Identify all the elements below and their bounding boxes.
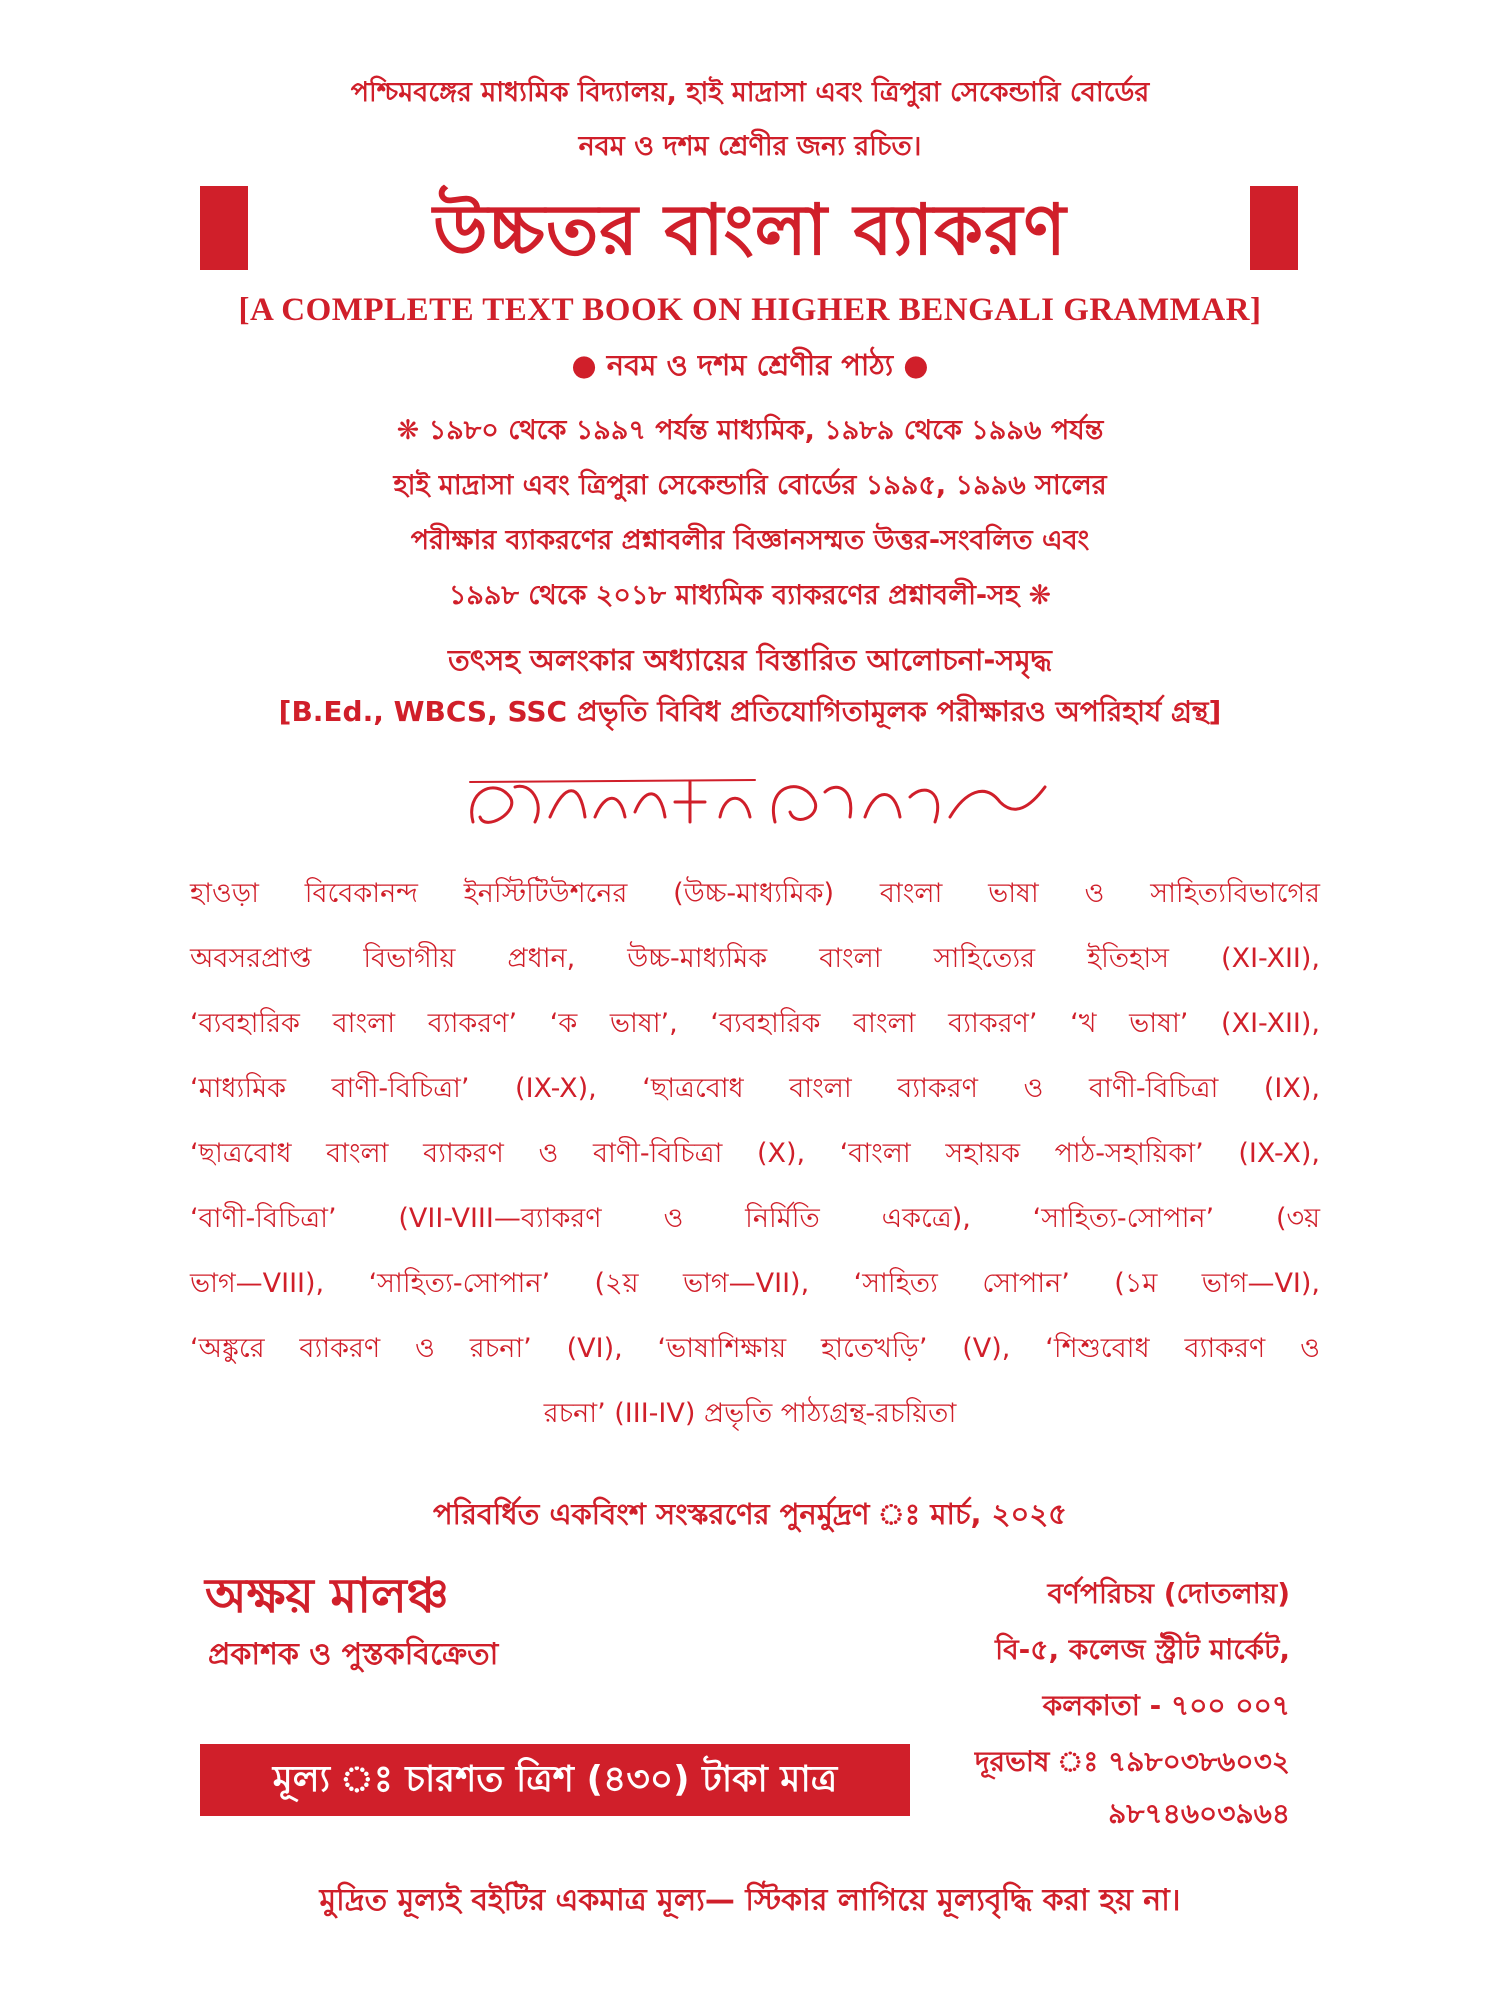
author-signature	[455, 762, 1055, 852]
author-bio-line: ‘বাণী-বিচিত্রা’ (VII-VIII—ব্যাকরণ ও নির্মিতি একত্রে), ‘সাহিত্য-সোপান’ (৩য়	[190, 1203, 1320, 1234]
board-line-1: পশ্চিমবঙ্গের মাধ্যমিক বিদ্যালয়, হাই মাদ্রাসা এবং ত্রিপুরা সেকেন্ডারি বোর্ডের	[350, 77, 1150, 108]
address-line: ৯৮৭৪৬০৩৯৬৪	[1108, 1797, 1290, 1830]
publisher-name: অক্ষয় মালঞ্চ	[205, 1568, 449, 1624]
author-bio-line: ‘ব্যবহারিক বাংলা ব্যাকরণ’ ‘ক ভাষা’, ‘ব্যবহারিক বাংলা ব্যাকরণ’ ‘খ ভাষা’ (XI-XII),	[190, 1008, 1320, 1039]
author-bio-line: ‘ছাত্রবোধ বাংলা ব্যাকরণ ও বাণী-বিচিত্রা (X), ‘বাংলা সহায়ক পাঠ-সহায়িকা’ (IX-X),	[190, 1138, 1320, 1169]
address-line: বি-৫, কলেজ স্ট্রীট মার্কেট,	[995, 1633, 1290, 1666]
publisher-role: প্রকাশক ও পুস্তকবিক্রেতা	[208, 1637, 499, 1672]
address-line: বর্ণপরিচয় (দোতলায়)	[1047, 1577, 1290, 1610]
author-bio-line: রচনা’ (III-IV) প্রভৃতি পাঠ্যগ্রন্থ-রচয়িতা	[543, 1398, 957, 1429]
author-bio-line: ‘মাধ্যমিক বাণী-বিচিত্রা’ (IX-X), ‘ছাত্রবোধ বাংলা ব্যাকরণ ও বাণী-বিচিত্রা (IX),	[190, 1073, 1320, 1104]
alankar-line: তৎসহ অলংকার অধ্যায়ের বিস্তারিত আলোচনা-সমৃদ্ধ	[448, 643, 1052, 677]
description-line-1: ❋ ১৯৮০ থেকে ১৯৯৭ পর্যন্ত মাধ্যমিক, ১৯৮৯ থেকে ১৯৯৬ পর্যন্ত	[396, 415, 1104, 446]
class-line: ● নবম ও দশম শ্রেণীর পাঠ্য ●	[571, 348, 929, 382]
address-line: দূরভাষ ঃ ৭৯৮০৩৮৬০৩২	[974, 1745, 1290, 1778]
price-notice: মুদ্রিত মূল্যই বইটির একমাত্র মূল্য— স্টিকার লাগিয়ে মূল্যবৃদ্ধি করা হয় না।	[319, 1883, 1181, 1918]
author-bio-line: ভাগ—VIII), ‘সাহিত্য-সোপান’ (২য় ভাগ—VII), ‘সাহিত্য সোপান’ (১ম ভাগ—VI),	[190, 1268, 1320, 1299]
reprint-line: পরিবর্ধিত একবিংশ সংস্করণের পুনর্মুদ্রণ ঃ মার্চ, ২০২৫	[432, 1497, 1068, 1531]
description-line-4: ১৯৯৮ থেকে ২০১৮ মাধ্যমিক ব্যাকরণের প্রশ্নাবলী-সহ ❋	[448, 580, 1052, 611]
board-line-2: নবম ও দশম শ্রেণীর জন্য রচিত।	[578, 131, 922, 162]
english-subtitle: [A COMPLETE TEXT BOOK ON HIGHER BENGALI GRAMMAR]	[238, 292, 1262, 328]
book-title: উচ্চতর বাংলা ব্যাকরণ	[433, 189, 1067, 271]
description-line-2: হাই মাদ্রাসা এবং ত্রিপুরা সেকেন্ডারি বোর্ডের ১৯৯৫, ১৯৯৬ সালের	[393, 470, 1107, 501]
address-line: কলকাতা - ৭০০ ০০৭	[1042, 1689, 1290, 1722]
author-bio-line: ‘অঙ্কুরে ব্যাকরণ ও রচনা’ (VI), ‘ভাষাশিক্ষায় হাতেখড়ি’ (V), ‘শিশুবোধ ব্যাকরণ ও	[190, 1333, 1320, 1364]
exams-line: [B.Ed., WBCS, SSC প্রভৃতি বিবিধ প্রতিযোগিতামূলক পরীক্ষারও অপরিহার্য গ্রন্থ]	[278, 695, 1222, 728]
author-bio-line: হাওড়া বিবেকানন্দ ইনস্টিটিউশনের (উচ্চ-মাধ্যমিক) বাংলা ভাষা ও সাহিত্যবিভাগের	[190, 878, 1320, 909]
price-box: মূল্য ঃ চারশত ত্রিশ (৪৩০) টাকা মাত্র	[200, 1744, 910, 1816]
author-bio-line: অবসরপ্রাপ্ত বিভাগীয় প্রধান, উচ্চ-মাধ্যমিক বাংলা সাহিত্যের ইতিহাস (XI-XII),	[190, 943, 1320, 974]
description-line-3: পরীক্ষার ব্যাকরণের প্রশ্নাবলীর বিজ্ঞানসম্মত উত্তর-সংবলিত এবং	[410, 525, 1090, 556]
